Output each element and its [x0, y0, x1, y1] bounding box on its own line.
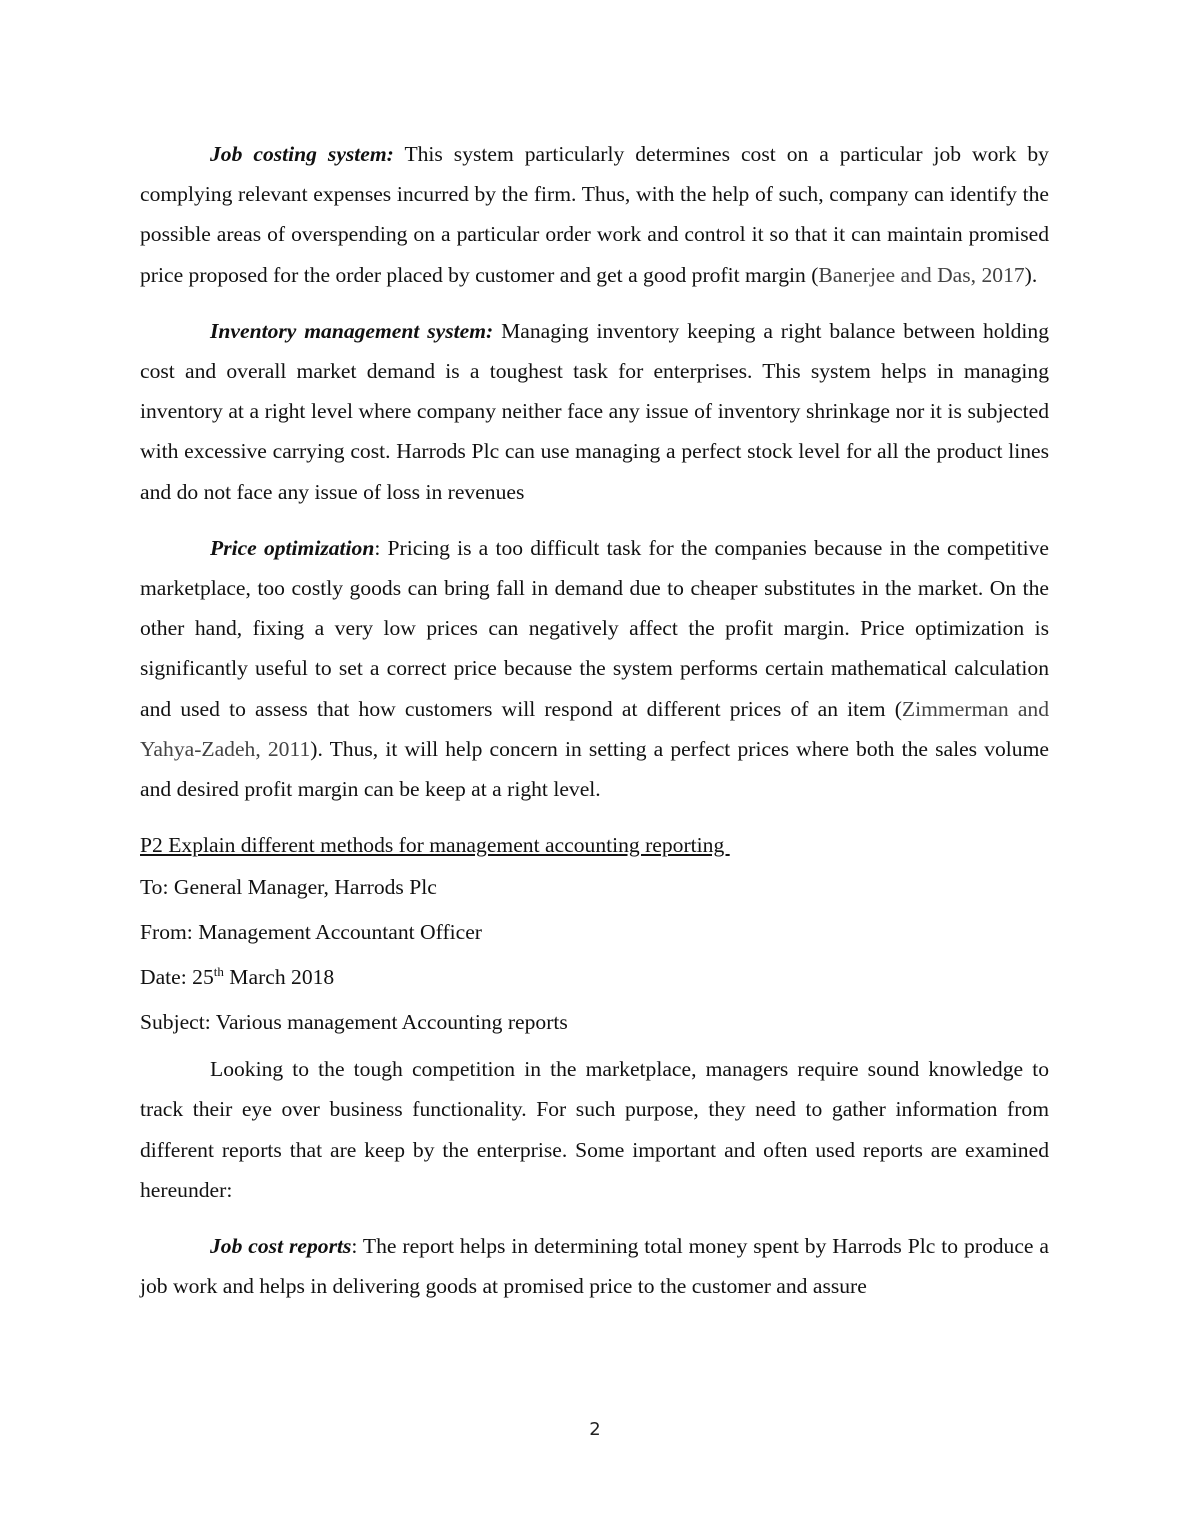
memo-date-rest: March 2018	[223, 965, 335, 990]
term-inventory: Inventory management system:	[210, 318, 494, 343]
memo-to: To: General Manager, Harrods Plc	[140, 875, 437, 900]
page-body	[140, 134, 1049, 1306]
memo-date	[140, 955, 1049, 1000]
term-job-cost-reports: Job cost reports	[210, 1234, 352, 1259]
paragraph-job-costing	[140, 134, 1049, 295]
paragraph-price-optimization	[140, 528, 1049, 809]
section-heading: P2 Explain different methods for management accounting reporting	[140, 833, 730, 858]
memo-date-ordinal: th	[213, 964, 224, 980]
citation: Zimmerman and Yahya-Zadeh, 2011	[140, 696, 1049, 761]
paragraph-text: ).	[1024, 262, 1038, 287]
paragraph-job-cost-reports	[140, 1226, 1049, 1306]
paragraph-inventory	[140, 311, 1049, 512]
paragraph-text: Managing inventory keeping a right balance between holding cost and overall market demand is a toughest task for enterprises. This system helps in managing inventory at a right level where company neither face any issue of inventory shrinkage nor it is subjected with excessive carrying cost. Harrods Plc can use managing a perfect stock level for all the product lines and do not face any issue of loss in revenues	[140, 318, 1049, 504]
term-price-optimization: Price optimization	[210, 535, 375, 560]
term-job-costing: Job costing system:	[210, 142, 394, 166]
paragraph-text: : Pricing is a too difficult task for the companies because in the competitive marketplace, too costly goods can bring fall in demand due to cheaper substitutes in the market. On the other hand, fixing a very low prices can negatively affect the profit margin. Price optimization is significantly useful to set a correct price because the system performs certain mathematical calculation and used to assess that how customers will respond at different prices of an item (	[140, 535, 1049, 721]
citation: Banerjee and Das, 2017	[818, 262, 1025, 287]
paragraph-text: : The report helps in determining total money spent by Harrods Plc to produce a job work and helps in delivering goods at promised price to the customer and assure	[140, 1234, 1049, 1299]
paragraph-text: This system particularly determines cost on a particular job work by complying relevant expenses incurred by the firm. Thus, with the help of such, company can identify the possible areas of overspending on a particular order work and control it so that it can maintain promised price proposed for the order placed by customer and get a good profit margin (	[140, 142, 1049, 287]
memo-subject: Subject: Various management Accounting reports	[140, 1010, 568, 1035]
memo-from: From: Management Accountant Officer	[140, 920, 482, 945]
memo-date-prefix: Date: 25	[140, 965, 214, 990]
paragraph-intro: Looking to the tough competition in the marketplace, managers require sound knowledge to track their eye over business functionality. For such purpose, they need to gather information from different reports that are keep by the enterprise. Some important and often used reports are examined hereunder:	[140, 1057, 1049, 1202]
page-number: 2	[589, 1419, 601, 1440]
paragraph-text: ). Thus, it will help concern in setting a perfect prices where both the sales volume and desired profit margin can be keep at a right level.	[140, 736, 1049, 802]
